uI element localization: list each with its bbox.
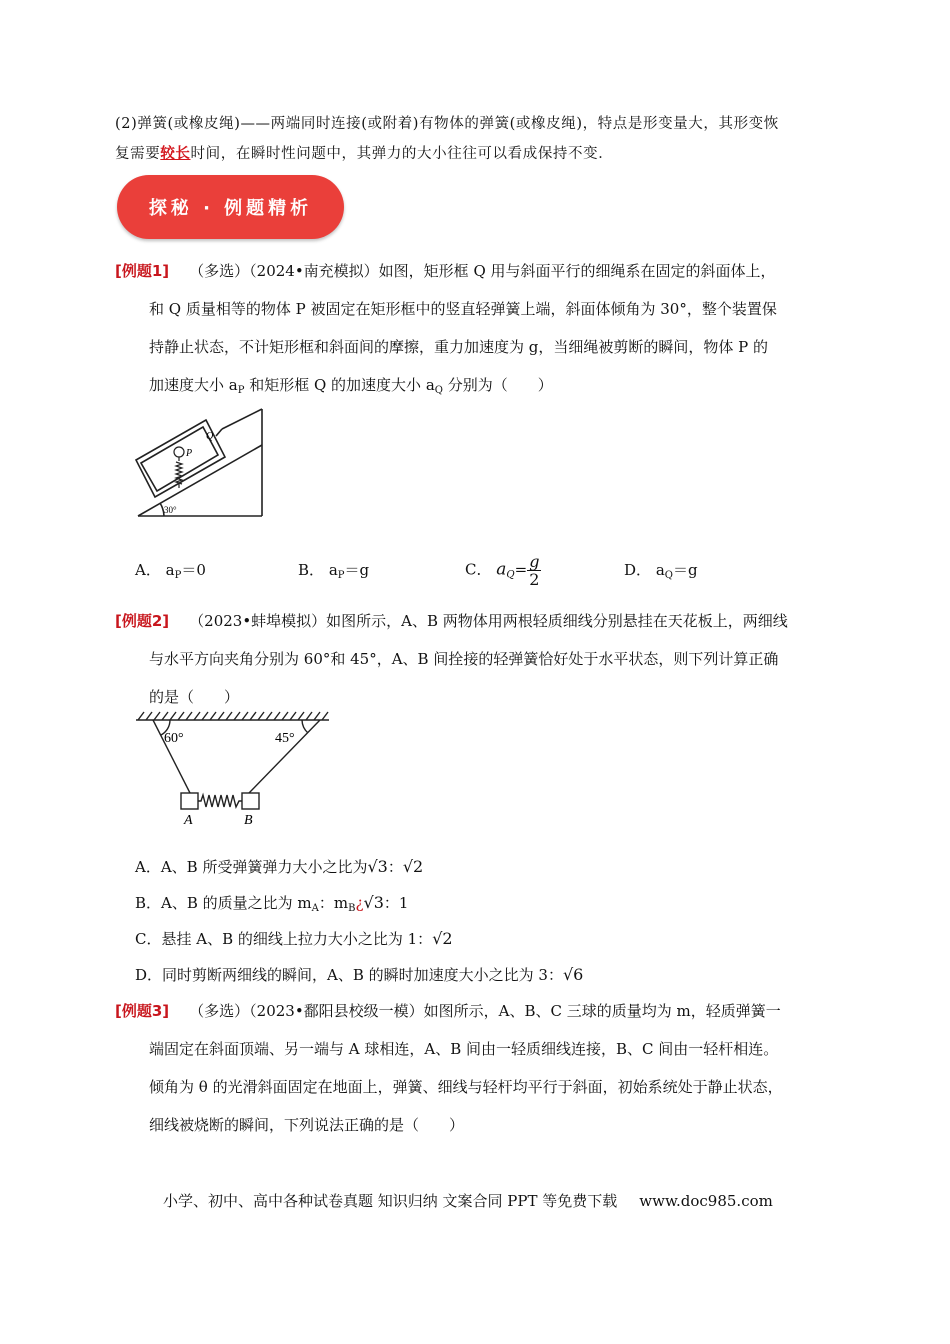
option-text: a [165, 561, 175, 579]
example2-line-1 [115, 611, 788, 631]
option-text: a [655, 561, 665, 579]
angle-label-right: 45° [275, 731, 295, 746]
option-d[interactable] [135, 964, 583, 986]
angle-label: 30° [164, 505, 177, 515]
option-text: B．A、B 的质量之比为 m [135, 894, 312, 912]
option-text: C．悬挂 A、B 的细线上拉力大小之比为 1： [135, 930, 433, 948]
example1-line-1 [115, 261, 776, 281]
label-a: A [184, 813, 193, 828]
example1-text: 和矩形框 Q 的加速度大小 a [244, 376, 435, 394]
subscript: P [237, 385, 245, 396]
example3-line-4: 细线被烧断的瞬间，下列说法正确的是（ ） [149, 1116, 465, 1134]
intro-text: 复需要 [115, 146, 161, 162]
subscript: Q [506, 569, 515, 581]
option-text: A．A、B 所受弹簧弹力大小之比为 [135, 858, 368, 876]
subscript: P [337, 570, 345, 581]
subscript: Q [434, 385, 443, 396]
example2-line-3: 的是（ ） [149, 688, 240, 706]
example3-line-2: 端固定在斜面顶端、另一端与 A 球相连，A、B 间由一轻质细线连接，B、C 间由一轻杆相连。 [149, 1040, 779, 1058]
option-text: ： [387, 858, 403, 876]
option-d[interactable] [624, 559, 698, 587]
example1-line-2: 和 Q 质量相等的物体 P 被固定在矩形框中的竖直轻弹簧上端，斜面体倾角为 30°，整个装置保 [149, 300, 777, 318]
option-c[interactable] [135, 928, 453, 950]
option-text: = [514, 560, 528, 579]
subscript: P [174, 570, 182, 581]
subscript: B [348, 903, 356, 914]
example1-text: （多选）（2024•南充模拟）如图，矩形框 Q 用与斜面平行的细绳系在固定的斜面体上， [189, 262, 776, 280]
option-a[interactable] [135, 559, 206, 587]
example1-line-3: 持静止状态，不计矩形框和斜面间的摩擦，重力加速度为 g，当细绳被剪断的瞬间，物体 P 的 [149, 338, 769, 356]
hanging-masses-figure [130, 708, 335, 830]
angle-label-left: 60° [164, 731, 184, 746]
label-q: Q [206, 431, 214, 442]
option-text: ＝0 [181, 561, 206, 579]
root-value: √2 [402, 857, 424, 876]
subscript: Q [664, 570, 673, 581]
option-text: a [328, 561, 338, 579]
root-value: √2 [432, 929, 453, 948]
option-text: a [496, 559, 507, 580]
example3-tag: [例题3] [115, 1002, 170, 1020]
example3-line-1 [115, 1001, 781, 1021]
option-text: ＝g [344, 561, 370, 579]
example2-line-2: 与水平方向夹角分别为 60°和 45°，A、B 间拴接的轻弹簧恰好处于水平状态，则下列计算正确 [149, 650, 779, 668]
option-text: ：m [318, 894, 349, 912]
root-value: √3 [367, 857, 388, 876]
example3-text: （多选）（2023•鄱阳县校级一模）如图所示，A、B、C 三球的质量均为 m，轻质弹簧一 [189, 1002, 781, 1020]
option-letter: B． [298, 561, 325, 579]
example1-tag: [例题1] [115, 262, 170, 280]
option-b[interactable] [298, 559, 369, 587]
footer-link[interactable]: www.doc985.com [639, 1192, 773, 1210]
root-value: √3 [363, 893, 384, 912]
example1-text: 加速度大小 a [149, 376, 238, 394]
example1-text: 分别为（ ） [442, 376, 553, 394]
option-text: D．同时剪断两细线的瞬间，A、B 的瞬时加速度大小之比为 3： [135, 966, 563, 984]
option-b[interactable] [135, 892, 408, 920]
footer-text: 小学、初中、高中各种试卷真题 知识归纳 文案合同 PPT 等免费下载 [163, 1192, 618, 1210]
fraction [527, 553, 541, 588]
root-value: √6 [562, 965, 584, 984]
option-text: ¿ [355, 894, 364, 912]
highlight-text: 较长 [160, 145, 191, 162]
example1-line-4 [149, 375, 553, 401]
option-text: ＝g [672, 561, 698, 579]
section-banner [117, 175, 344, 239]
option-letter: D． [624, 561, 652, 579]
option-a[interactable] [135, 856, 423, 878]
option-letter: A． [135, 561, 161, 579]
option-c[interactable] [465, 553, 541, 588]
denominator: 2 [529, 570, 540, 589]
banner-label: 探秘 · 例题精析 [148, 198, 313, 219]
intro-line-2 [115, 144, 613, 164]
option-letter: C． [465, 560, 492, 579]
incline-figure [130, 405, 270, 523]
intro-line-1: (2)弹簧(或橡皮绳)——两端同时连接(或附着)有物体的弹簧(或橡皮绳)，特点是形变量大，其形变恢 [115, 116, 779, 132]
example3-line-3: 倾角为 θ 的光滑斜面固定在地面上，弹簧、细线与轻杆均平行于斜面，初始系统处于静止状态， [149, 1078, 783, 1096]
example2-tag: [例题2] [115, 612, 170, 630]
page-footer [163, 1190, 773, 1211]
example2-text: （2023•蚌埠模拟）如图所示，A、B 两物体用两根轻质细线分别悬挂在天花板上，两细线 [189, 612, 788, 630]
subscript: A [311, 903, 319, 914]
label-b: B [244, 813, 253, 828]
intro-text: 时间，在瞬时性问题中，其弹力的大小往往可以看成保持不变． [190, 146, 614, 162]
label-p: P [186, 448, 193, 459]
numerator: g [529, 552, 540, 571]
option-text: ：1 [383, 894, 409, 912]
